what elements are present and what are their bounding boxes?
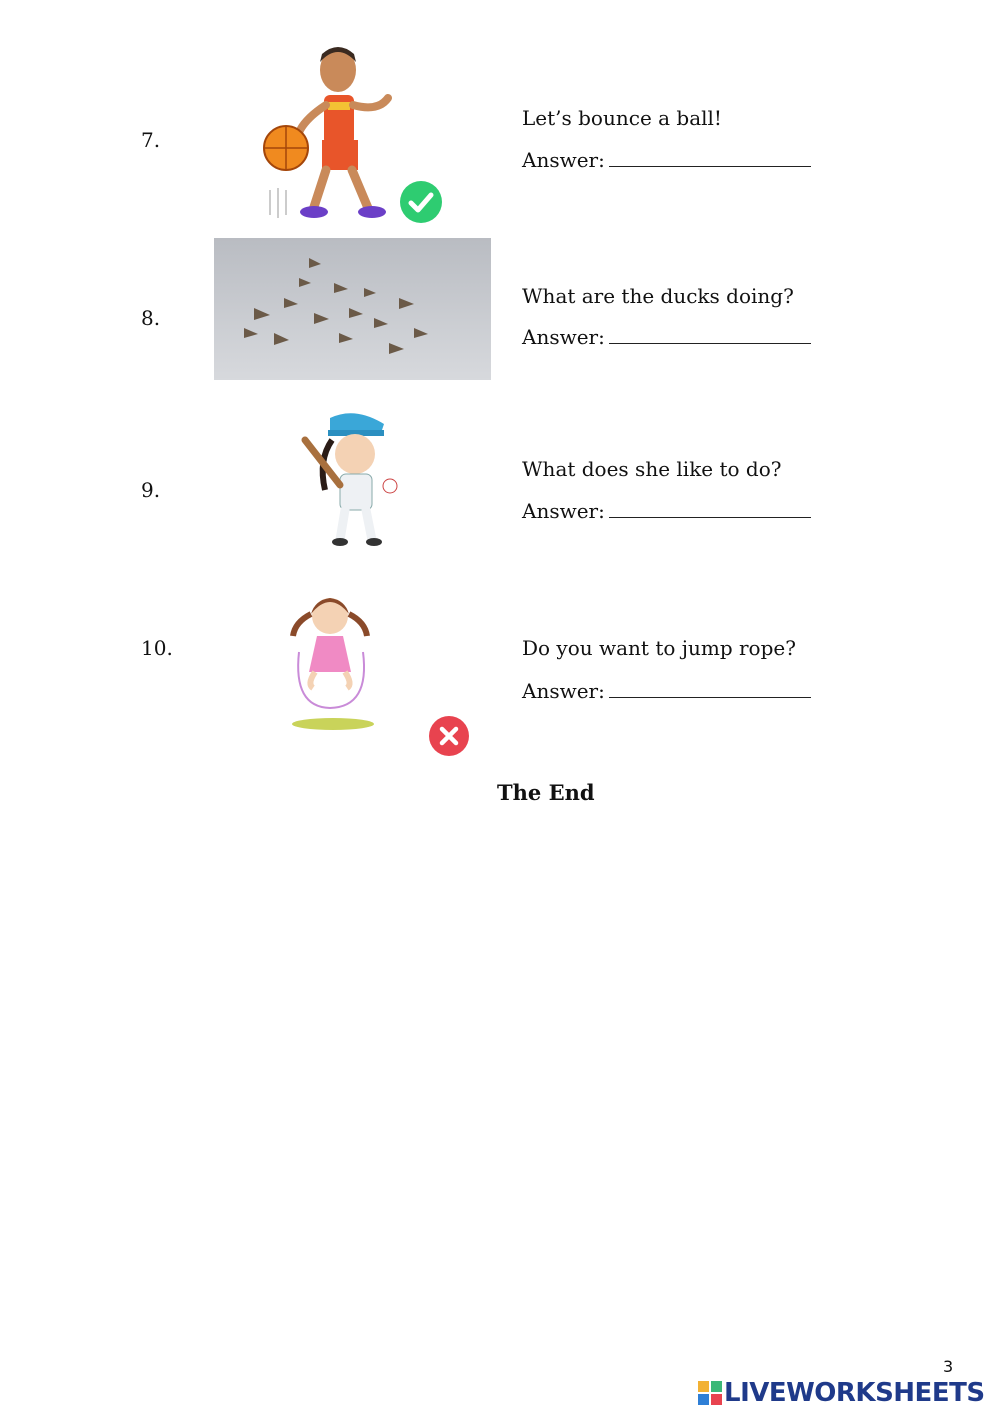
question-text-9: What does she like to do?: [522, 457, 782, 481]
question-text-10: Do you want to jump rope?: [522, 636, 796, 660]
cross-icon: [429, 716, 469, 756]
answer-blank-8[interactable]: [609, 325, 811, 344]
question-number-8: 8.: [141, 306, 161, 330]
jump-rope-girl-image: [285, 592, 380, 734]
check-icon: [400, 181, 442, 223]
question-number-9: 9.: [141, 478, 161, 502]
answer-label: Answer:: [522, 499, 605, 523]
answer-row-9: [522, 499, 811, 523]
answer-blank-10[interactable]: [609, 679, 811, 698]
the-end-heading: The End: [497, 780, 595, 805]
liveworksheets-logo-icon: [698, 1381, 722, 1405]
answer-row-7: [522, 148, 811, 172]
answer-blank-7[interactable]: [609, 148, 811, 167]
question-text-8: What are the ducks doing?: [522, 284, 794, 308]
flying-ducks-photo: [214, 238, 491, 380]
question-number-7: 7.: [141, 128, 161, 152]
answer-label: Answer:: [522, 148, 605, 172]
answer-blank-9[interactable]: [609, 499, 811, 518]
question-text-7: Let’s bounce a ball!: [522, 106, 722, 130]
answer-label: Answer:: [522, 325, 605, 349]
baseball-girl-image: [300, 410, 410, 555]
liveworksheets-logo-text: LIVEWORKSHEETS: [724, 1378, 985, 1408]
answer-row-8: [522, 325, 811, 349]
page-number: 3: [943, 1357, 954, 1376]
answer-row-10: [522, 679, 811, 703]
answer-label: Answer:: [522, 679, 605, 703]
liveworksheets-logo[interactable]: [698, 1378, 985, 1408]
question-number-10: 10.: [141, 636, 173, 660]
basketball-player-image: [258, 40, 408, 225]
